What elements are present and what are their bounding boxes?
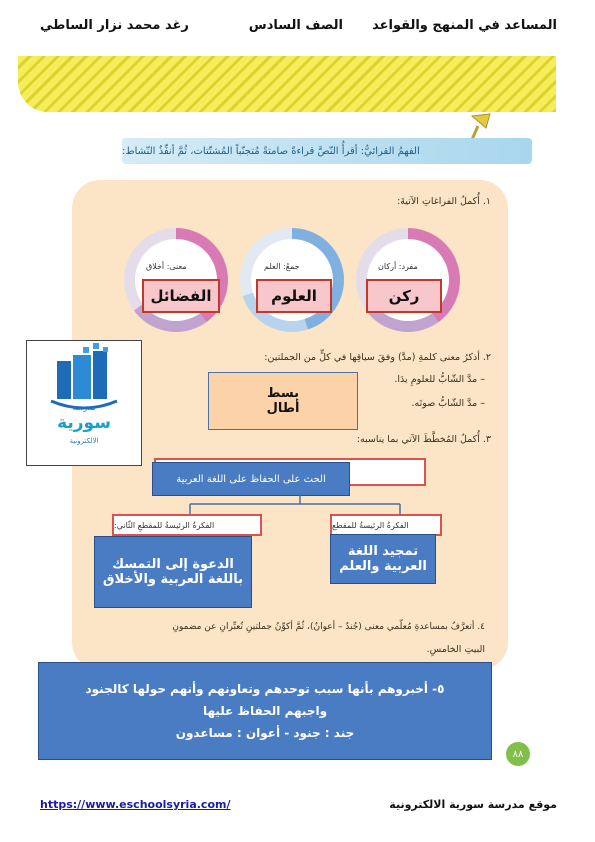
decorative-stripe xyxy=(18,56,556,112)
left-section-box xyxy=(112,514,262,536)
author-name: رغد محمد نزار الساطي xyxy=(40,18,189,33)
question-1: ١. أُكملُ الفراغاتِ الآتيةَ: xyxy=(397,196,491,207)
answer-5-line-2: واجبهم الحفاظ عليها xyxy=(202,704,328,718)
general-idea-answer: الحث على الحفاظ على اللغة العربية xyxy=(152,462,350,496)
q2-sentence-1: – مدَّ الشّابُّ للعلومِ يدَا. xyxy=(394,374,485,385)
logo-line-3: الالكترونية xyxy=(69,437,99,445)
right-section-answer xyxy=(330,534,436,584)
right-answer-line-2: العربية والعلم xyxy=(339,559,427,574)
left-answer-line-2: باللغة العربية والأخلاق xyxy=(102,572,244,587)
answer-meaning: الفضائل xyxy=(142,279,220,313)
left-section-answer xyxy=(94,536,252,608)
answer-5-box xyxy=(38,662,492,760)
q2-answer-box xyxy=(208,372,358,430)
grade-label: الصف السادس xyxy=(248,18,343,33)
right-section-label: الفكرةُ الرئيسةُ للمقطع xyxy=(332,520,409,530)
left-answer-line-1: الدعوة إلى التمسك xyxy=(112,557,234,572)
answer-prolong: أطال xyxy=(266,401,300,416)
question-2: ٢. أذكرُ معنى كلمةِ (مدَّ) وفقَ سياقِها في كلٍّ من الجملتين: xyxy=(264,352,491,363)
question-4-line-2: البيتِ الخامسِ. xyxy=(426,644,485,655)
meaning-prompt: معنى: أخلاق xyxy=(146,262,187,271)
left-section-label: الفكرةُ الرئيسةُ للمقطعِ الثّاني: xyxy=(114,520,215,530)
answer-5-line-3: جند : جنود - أعوان : مساعدون xyxy=(175,726,355,740)
singular-prompt: مفرد: أركان xyxy=(378,262,418,271)
answer-plural: العلوم xyxy=(256,279,332,313)
answer-5-line-1: ٥- أخبروهم بأنها سبب توحدهم وتعاونهم وأنهم حولها كالجنود xyxy=(85,682,445,696)
question-3: ٣. أُكملُ المُخطَّطَ الآتي بما يناسبه: xyxy=(356,434,491,445)
q2-sentence-2: – مدَّ الشّابُّ صوتَه. xyxy=(411,398,485,409)
answer-stretch: بسط xyxy=(266,386,300,401)
page-number-badge: ٨٨ xyxy=(506,742,530,766)
footer-site-name: موقع مدرسة سورية الالكترونية xyxy=(389,798,557,811)
right-section-box xyxy=(330,514,442,536)
book-title: المساعد في المنهج والقواعد xyxy=(372,18,557,33)
reading-instruction-banner: الفهمُ القرائيُّ: أقرأُ النّصَّ قراءةً صامتةً مُتجنّباً المُشتّتات، ثُمَّ أنفِّذُ النّشاط: xyxy=(122,138,532,164)
question-4: ٤. أتعرَّفُ بمساعدةِ مُعلّمي معنى (جُندٌ – أعوانٌ)، ثُمَّ أكوِّنُ جملتينِ تُعبِّرانِ عن مضمونِ xyxy=(172,622,485,632)
answer-singular: ركن xyxy=(366,279,442,313)
school-logo xyxy=(26,340,142,466)
footer-url-link[interactable]: https://www.eschoolsyria.com/ xyxy=(40,798,231,811)
plural-prompt: جمعُ: العلم xyxy=(264,262,300,271)
logo-line-2: سورية xyxy=(57,413,111,433)
logo-line-1: مدرسة xyxy=(72,403,96,412)
right-answer-line-1: تمجيد اللغة xyxy=(347,544,419,559)
